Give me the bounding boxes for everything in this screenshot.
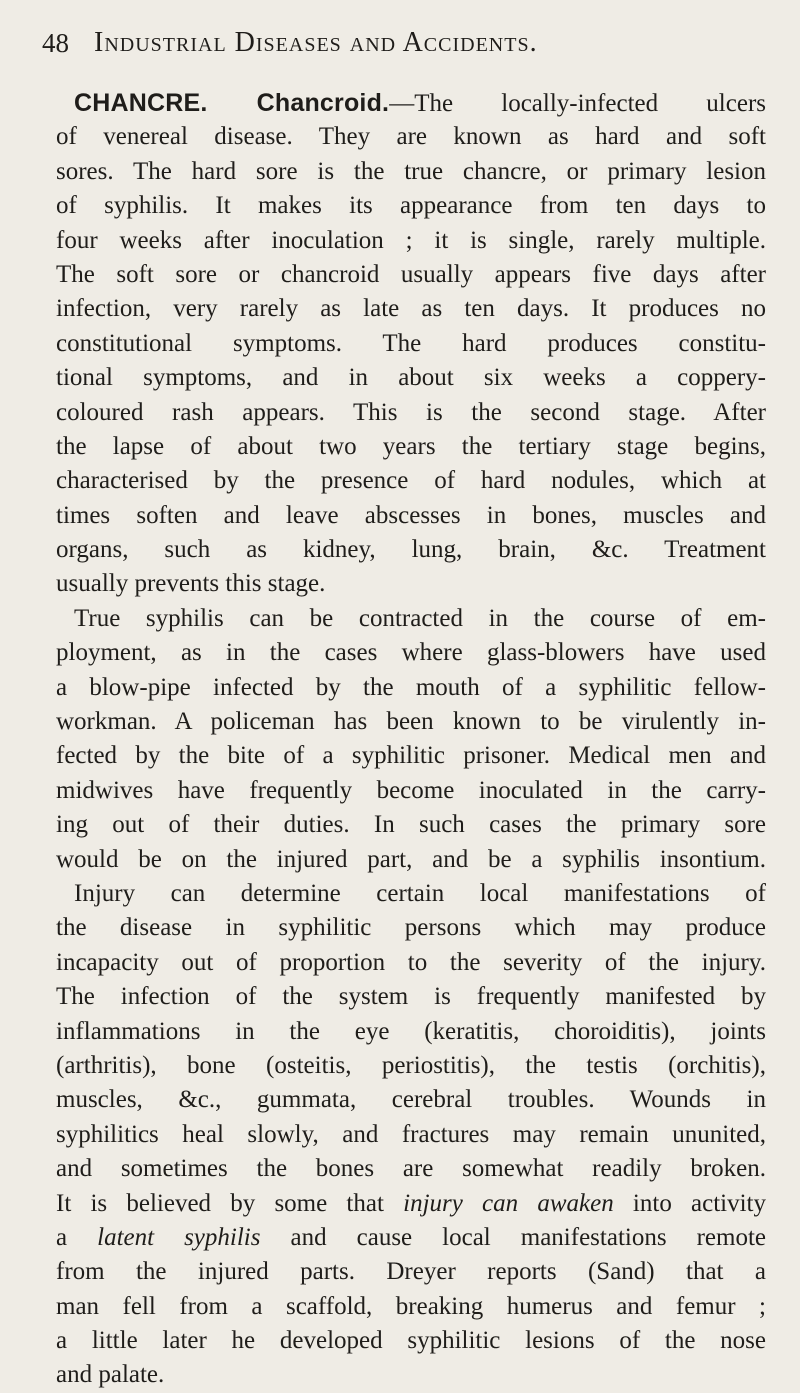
text-line [56,636,766,670]
body-text [56,86,766,1393]
text-line [56,189,766,223]
text-segment: man fell from a scaffold, breaking humerus and femur ; [56,1292,766,1320]
text-line [56,464,766,498]
text-segment: four weeks after inoculation ; it is single, rarely multiple. [56,226,766,254]
text-segment: —The locally-infected ulcers [389,90,766,117]
text-segment: a [56,1223,98,1251]
text-segment: sores. The hard sore is the true chancre, or primary lesion [56,157,766,185]
text-segment: of syphilis. It makes its appearance from ten days to [56,192,766,220]
text-line [56,1118,766,1152]
text-line [56,396,766,430]
text-segment: midwives have frequently become inoculated in the carry- [56,776,766,804]
text-segment: Injury can determine certain local manifestations of [74,879,766,907]
text-segment: fected by the bite of a syphilitic prisoner. Medical men and [56,742,766,770]
text-line [56,1221,766,1255]
text-segment: infection, very rarely as late as ten days. It produces no [56,295,766,323]
text-line [56,361,766,395]
text-segment: ployment, as in the cases where glass-blowers have used [56,639,766,667]
text-line [56,430,766,464]
text-segment: It is believed by some that [56,1189,404,1217]
text-line [56,120,766,154]
text-segment: and cause local manifestations remote [260,1223,766,1251]
text-line [56,1255,766,1289]
text-line [56,499,766,533]
text-segment: characterised by the presence of hard nodules, which at [56,467,766,495]
text-line [56,1187,766,1221]
text-line [56,1015,766,1049]
text-segment: The infection of the system is frequently manifested by [56,983,766,1011]
text-segment: a little later he developed syphilitic lesions of the nose [56,1327,766,1355]
text-segment: a blow-pipe infected by the mouth of a syphilitic fellow- [56,673,766,701]
text-segment: from the injured parts. Dreyer reports (Sand) that a [56,1258,766,1286]
text-segment: ing out of their duties. In such cases the primary sore [56,811,766,839]
text-line [56,1324,766,1358]
text-line [56,327,766,361]
text-segment: and palate. [56,1361,165,1389]
text-line [56,602,766,636]
page-header [42,18,758,68]
text-segment: True syphilis can be contracted in the course of em- [74,604,766,632]
text-segment: usually prevents this stage. [56,570,326,598]
text-line [56,155,766,189]
text-line [56,774,766,808]
text-line [56,1083,766,1117]
text-line [56,86,766,120]
text-line [56,671,766,705]
text-segment: coloured rash appears. This is the second stage. After [56,398,766,426]
text-segment: times soften and leave abscesses in bones, muscles and [56,501,766,529]
text-line [56,843,766,877]
text-segment: workman. A policeman has been known to be virulently in- [56,708,766,736]
text-line [56,567,766,601]
text-line [56,1152,766,1186]
text-segment: would be on the injured part, and be a syphilis insontium. [56,845,766,873]
text-line [56,739,766,773]
text-line [56,808,766,842]
text-segment: inflammations in the eye (keratitis, choroiditis), joints [56,1017,766,1045]
text-segment: constitutional symptoms. The hard produces constitu- [56,329,766,357]
text-segment: organs, such as kidney, lung, brain, &c. Treatment [56,536,766,564]
text-segment: the disease in syphilitic persons which may produce [56,914,766,942]
text-segment: the lapse of about two years the tertiary stage begins, [56,432,766,460]
text-line [56,946,766,980]
text-line [56,705,766,739]
italic-phrase: injury can awaken [403,1189,614,1217]
text-segment: muscles, &c., gummata, cerebral troubles. Wounds in [56,1086,766,1114]
text-segment: tional symptoms, and in about six weeks a coppery- [56,364,766,392]
page-number: 48 [42,28,69,58]
text-segment: syphilitics heal slowly, and fractures may remain ununited, [56,1120,766,1148]
text-line [56,1358,766,1392]
text-line [56,292,766,326]
text-segment: (arthritis), bone (osteitis, periostitis), the testis (orchitis), [56,1051,766,1079]
text-line [56,533,766,567]
text-line [56,980,766,1014]
text-line [56,1290,766,1324]
text-line [56,877,766,911]
text-segment: of venereal disease. They are known as hard and soft [56,123,766,151]
text-segment: incapacity out of proportion to the severity of the injury. [56,948,766,976]
text-segment: and sometimes the bones are somewhat readily broken. [56,1155,766,1183]
running-title: Industrial Diseases and Accidents. [94,27,538,58]
text-line [56,1049,766,1083]
text-line [56,258,766,292]
text-line [56,224,766,258]
text-segment: The soft sore or chancroid usually appears five days after [56,260,766,288]
italic-phrase: latent syphilis [97,1223,261,1251]
text-segment: into activity [613,1189,766,1217]
entry-heading: CHANCRE. Chancroid. [74,89,390,117]
text-line [56,911,766,945]
